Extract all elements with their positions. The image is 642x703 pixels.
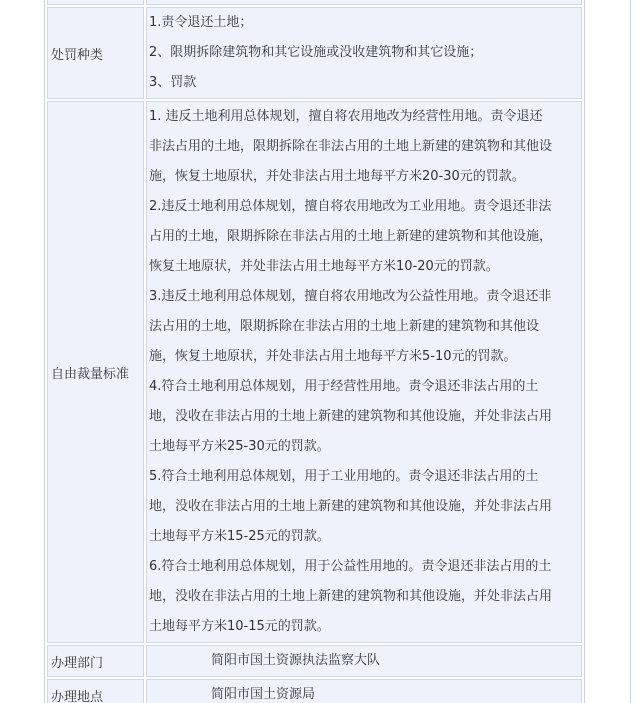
discretion-line: 4.符合土地利用总体规划，用于经营性用地。责令退还非法占用的土 <box>149 379 539 394</box>
location-label: 办理地点 <box>47 679 144 703</box>
table-row-cut-off <box>47 0 582 5</box>
cut-off-content-cell <box>146 0 582 5</box>
penalty-info-table <box>44 0 585 703</box>
discretion-line: 土地每平方米15-25元的罚款。 <box>149 529 330 544</box>
discretion-content <box>146 101 582 643</box>
department-label: 办理部门 <box>47 645 144 677</box>
left-margin <box>0 0 44 703</box>
discretion-line: 施，恢复土地原状，并处非法占用土地每平方米20-30元的罚款。 <box>149 169 525 184</box>
discretion-line: 恢复土地原状，并处非法占用土地每平方米10-20元的罚款。 <box>149 259 499 274</box>
table-row-department <box>47 645 582 677</box>
right-margin <box>585 0 642 703</box>
table-row-discretion <box>47 101 582 643</box>
discretion-line: 占用的土地，限期拆除在非法占用的土地上新建的建筑物和其他设施， <box>149 229 553 244</box>
discretion-line: 5.符合土地利用总体规划，用于工业用地的。责令退还非法占用的土 <box>149 469 539 484</box>
discretion-line: 3.违反土地利用总体规划，擅自将农用地改为公益性用地。责令退还非 <box>149 289 552 304</box>
discretion-line: 法占用的土地，限期拆除在非法占用的土地上新建的建筑物和其他设 <box>149 319 540 334</box>
table-row-penalty-type <box>47 7 582 99</box>
cut-off-label-cell <box>47 0 144 5</box>
discretion-line: 地，没收在非法占用的土地上新建的建筑物和其他设施，并处非法占用 <box>149 409 553 424</box>
discretion-line: 6.符合土地利用总体规划，用于公益性用地的。责令退还非法占用的土 <box>149 559 552 574</box>
department-value: 简阳市国土资源执法监察大队 <box>211 653 381 668</box>
discretion-line: 土地每平方米25-30元的罚款。 <box>149 439 330 454</box>
right-border-line <box>630 0 631 703</box>
discretion-line: 地，没收在非法占用的土地上新建的建筑物和其他设施，并处非法占用 <box>149 499 553 514</box>
discretion-line: 地，没收在非法占用的土地上新建的建筑物和其他设施，并处非法占用 <box>149 589 553 604</box>
discretion-line: 土地每平方米10-15元的罚款。 <box>149 619 330 634</box>
penalty-type-line: 3、罚款 <box>149 75 197 90</box>
location-content <box>146 679 582 703</box>
discretion-line: 1. 违反土地利用总体规划，擅自将农用地改为经营性用地。责令退还 <box>149 109 543 124</box>
penalty-type-line: 2、限期拆除建筑物和其它设施或没收建筑物和其它设施； <box>149 45 483 60</box>
department-content <box>146 645 582 677</box>
location-value: 简阳市国土资源局 <box>211 687 316 702</box>
discretion-line: 非法占用的土地，限期拆除在非法占用的土地上新建的建筑物和其他设 <box>149 139 553 154</box>
penalty-type-label: 处罚种类 <box>47 7 144 99</box>
discretion-line: 施，恢复土地原状，并处非法占用土地每平方米5-10元的罚款。 <box>149 349 517 364</box>
table-row-location <box>47 679 582 703</box>
discretion-line: 2.违反土地利用总体规划，擅自将农用地改为工业用地。责令退还非法 <box>149 199 552 214</box>
penalty-type-content <box>146 7 582 99</box>
discretion-label: 自由裁量标准 <box>47 101 144 643</box>
penalty-type-line: 1.责令退还土地； <box>149 15 253 30</box>
